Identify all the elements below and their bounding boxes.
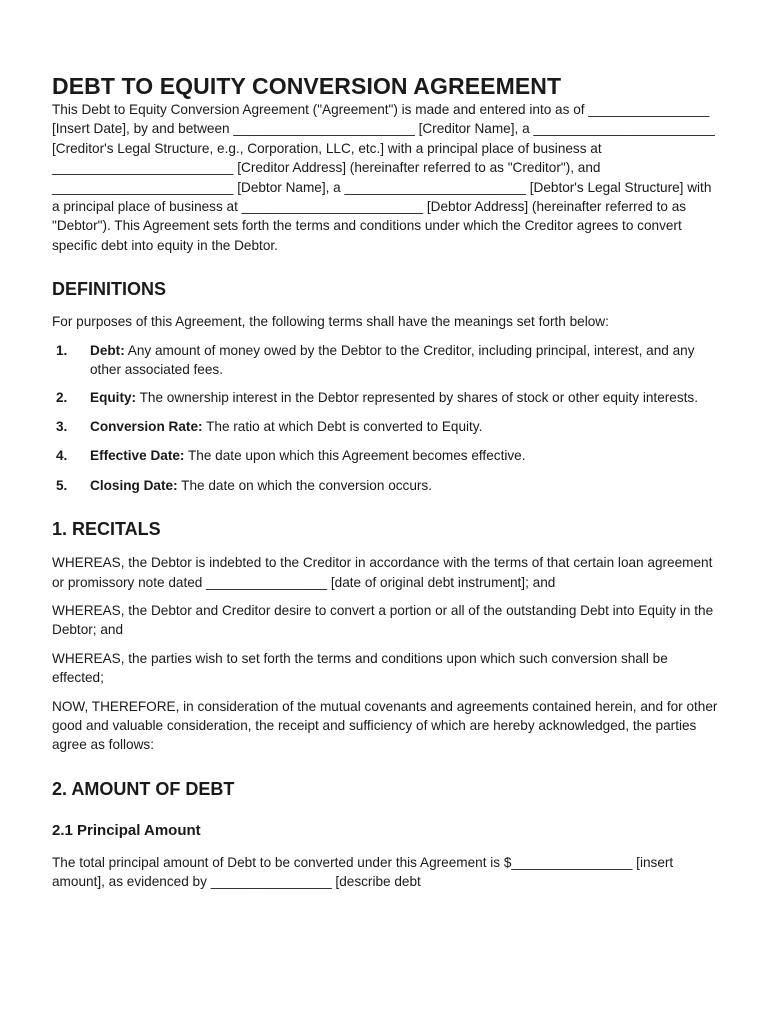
definition-term: Equity: bbox=[90, 390, 137, 406]
intro-paragraph: This Debt to Equity Conversion Agreement ("Agreement") is made and entered into as of ________________ [Insert Date], by and between ________________________ [Creditor Name], a ________________________ [Creditor's Legal Structure, e.g., Corporation, LLC, etc.] with a principal place of business at ________________________ [Creditor Address] (hereinafter referred to as "Creditor"), and ________________________ [Debtor Name], a ________________________ [Debtor's Legal Structure] with a principal place of business at ________________________ [Debtor Address] (hereinafter referred to as "Debtor"). This Agreement sets forth the terms and conditions under which the Creditor agrees to convert specific debt into equity in the Debtor. bbox=[52, 102, 715, 253]
definition-term: Debt: bbox=[90, 342, 125, 358]
definitions-lead: For purposes of this Agreement, the following terms shall have the meanings set forth below: bbox=[52, 314, 609, 330]
definition-item bbox=[52, 341, 718, 380]
definition-term: Effective Date: bbox=[90, 448, 185, 464]
definition-item bbox=[52, 446, 718, 465]
recital-paragraph: WHEREAS, the Debtor is indebted to the Creditor in accordance with the terms of that certain loan agreement or promissory note dated ________________ [date of original debt instrument]; and bbox=[52, 555, 713, 590]
recital-paragraph: NOW, THEREFORE, in consideration of the mutual covenants and agreements contained herein, and for other good and valuable consideration, the receipt and sufficiency of which are hereby acknowledged, the parties agree as follows: bbox=[52, 698, 718, 753]
definition-text: Any amount of money owed by the Debtor to the Creditor, including principal, interest, and any other associated fees. bbox=[90, 342, 695, 378]
definition-number: 3. bbox=[56, 418, 68, 434]
recital-paragraph: WHEREAS, the parties wish to set forth the terms and conditions upon which such conversion shall be effected; bbox=[52, 650, 668, 686]
definitions-list bbox=[52, 341, 718, 495]
definition-number: 2. bbox=[56, 390, 68, 406]
definition-term: Conversion Rate: bbox=[90, 418, 203, 434]
definition-number: 4. bbox=[56, 448, 68, 464]
principal-amount-heading: 2.1 Principal Amount bbox=[52, 821, 201, 839]
document-title: DEBT TO EQUITY CONVERSION AGREEMENT bbox=[52, 73, 562, 99]
recitals-heading: 1. RECITALS bbox=[52, 519, 161, 540]
definition-term: Closing Date: bbox=[90, 477, 178, 493]
principal-amount-paragraph: The total principal amount of Debt to be converted under this Agreement is $________________ [insert amount], as evidenced by ________________ [describe debt bbox=[52, 854, 674, 890]
amount-of-debt-heading: 2. AMOUNT OF DEBT bbox=[52, 778, 235, 799]
definition-text: The date on which the conversion occurs. bbox=[177, 477, 433, 493]
definition-item bbox=[52, 388, 718, 407]
definition-number: 1. bbox=[56, 342, 68, 358]
definitions-heading: DEFINITIONS bbox=[52, 279, 167, 300]
definition-text: The ownership interest in the Debtor represented by shares of stock or other equity interests. bbox=[136, 390, 698, 406]
definition-item bbox=[52, 476, 718, 495]
definition-text: The ratio at which Debt is converted to Equity. bbox=[202, 418, 483, 434]
definition-item bbox=[52, 417, 718, 436]
recital-paragraph: WHEREAS, the Debtor and Creditor desire to convert a portion or all of the outstanding Debt into Equity in the Debtor; and bbox=[52, 602, 714, 638]
definition-number: 5. bbox=[56, 477, 68, 493]
definition-text: The date upon which this Agreement becomes effective. bbox=[184, 448, 526, 464]
